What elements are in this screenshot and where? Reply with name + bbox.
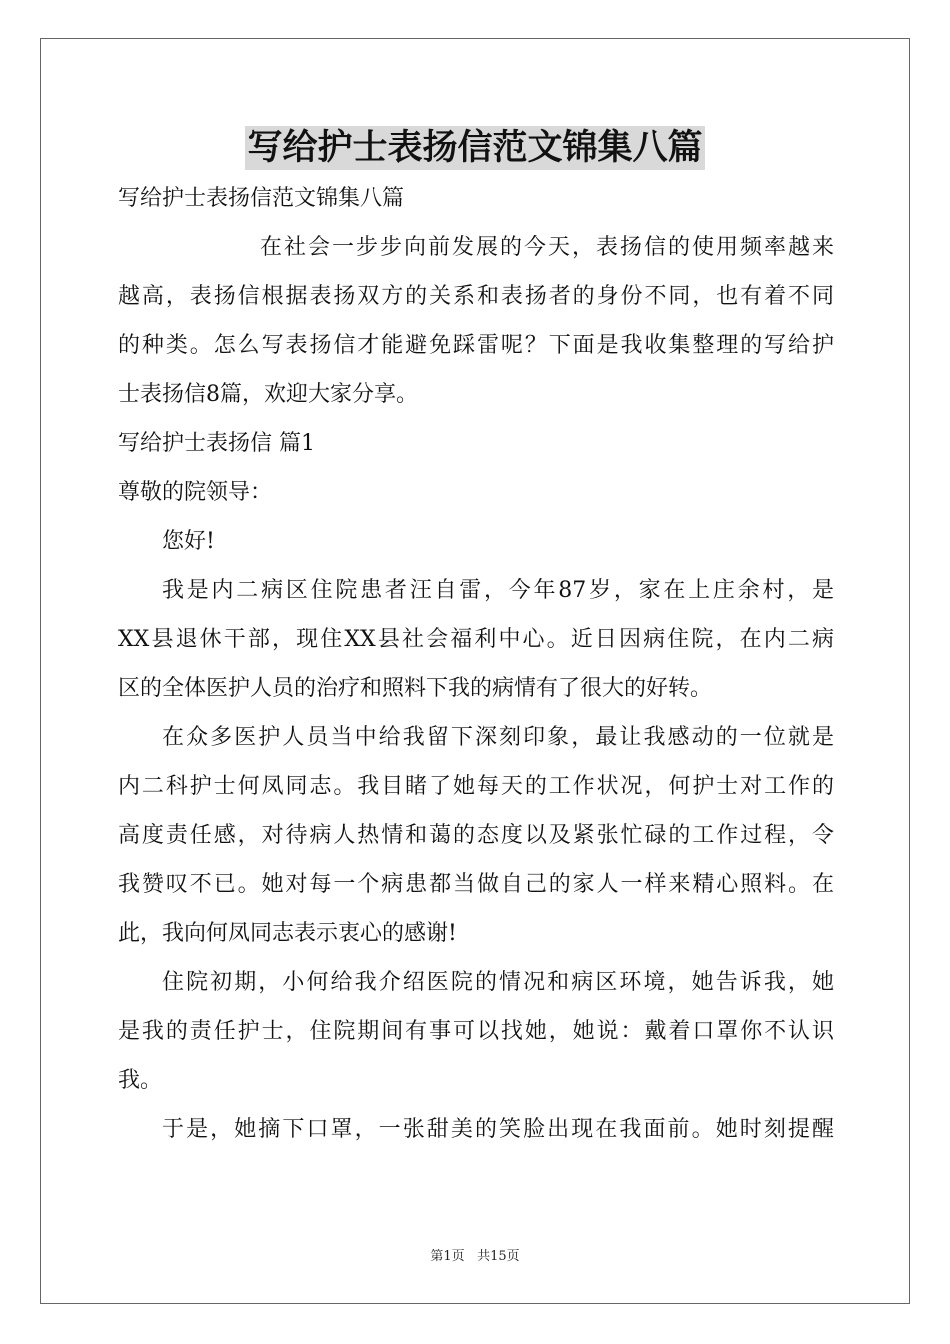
greeting: 您好! bbox=[162, 529, 215, 554]
body-line: 在社会一步步向前发展的今天，表扬信的使用频率越来 bbox=[260, 235, 834, 260]
body-line: 在众多医护人员当中给我留下深刻印象，最让我感动的一位就是 bbox=[162, 725, 834, 750]
body-line: 越高，表扬信根据表扬双方的关系和表扬者的身份不同，也有着不同 bbox=[118, 284, 834, 309]
body-line: 高度责任感，对待病人热情和蔼的态度以及紧张忙碌的工作过程，令 bbox=[118, 823, 834, 848]
body-line: 士表扬信8篇，欢迎大家分享。 bbox=[118, 382, 418, 407]
page-footer bbox=[0, 1248, 950, 1266]
body-line: 住院初期，小何给我介绍医院的情况和病区环境，她告诉我，她 bbox=[162, 970, 834, 995]
document-title: 写给护士表扬信范文锦集八篇 bbox=[247, 127, 703, 168]
body-line: 的种类。怎么写表扬信才能避免踩雷呢？下面是我收集整理的写给护 bbox=[118, 333, 834, 358]
body-line: 我。 bbox=[118, 1068, 163, 1093]
subtitle-line: 写给护士表扬信范文锦集八篇 bbox=[118, 186, 405, 211]
title-wrap bbox=[0, 126, 950, 170]
body-line: 我赞叹不已。她对每一个病患都当做自己的家人一样来精心照料。在 bbox=[118, 872, 834, 897]
page-number: 第1页 bbox=[430, 1249, 465, 1264]
body-line: 此，我向何凤同志表示衷心的感谢! bbox=[118, 921, 457, 946]
body-line: 我是内二病区住院患者汪自雷，今年87岁，家在上庄余村，是 bbox=[162, 578, 834, 603]
body-line: 是我的责任护士，住院期间有事可以找她，她说：戴着口罩你不认识 bbox=[118, 1019, 834, 1044]
body-line: 内二科护士何凤同志。我目睹了她每天的工作状况，何护士对工作的 bbox=[118, 774, 834, 799]
body-line: XX县退休干部，现住XX县社会福利中心。近日因病住院，在内二病 bbox=[118, 627, 834, 652]
salutation: 尊敬的院领导： bbox=[118, 480, 273, 505]
body-line: 区的全体医护人员的治疗和照料下我的病情有了很大的好转。 bbox=[118, 676, 713, 701]
document-body bbox=[118, 174, 834, 1154]
section-heading: 写给护士表扬信 篇1 bbox=[118, 431, 315, 456]
body-line: 于是，她摘下口罩，一张甜美的笑脸出现在我面前。她时刻提醒 bbox=[162, 1117, 834, 1142]
page-total: 共15页 bbox=[477, 1249, 520, 1264]
